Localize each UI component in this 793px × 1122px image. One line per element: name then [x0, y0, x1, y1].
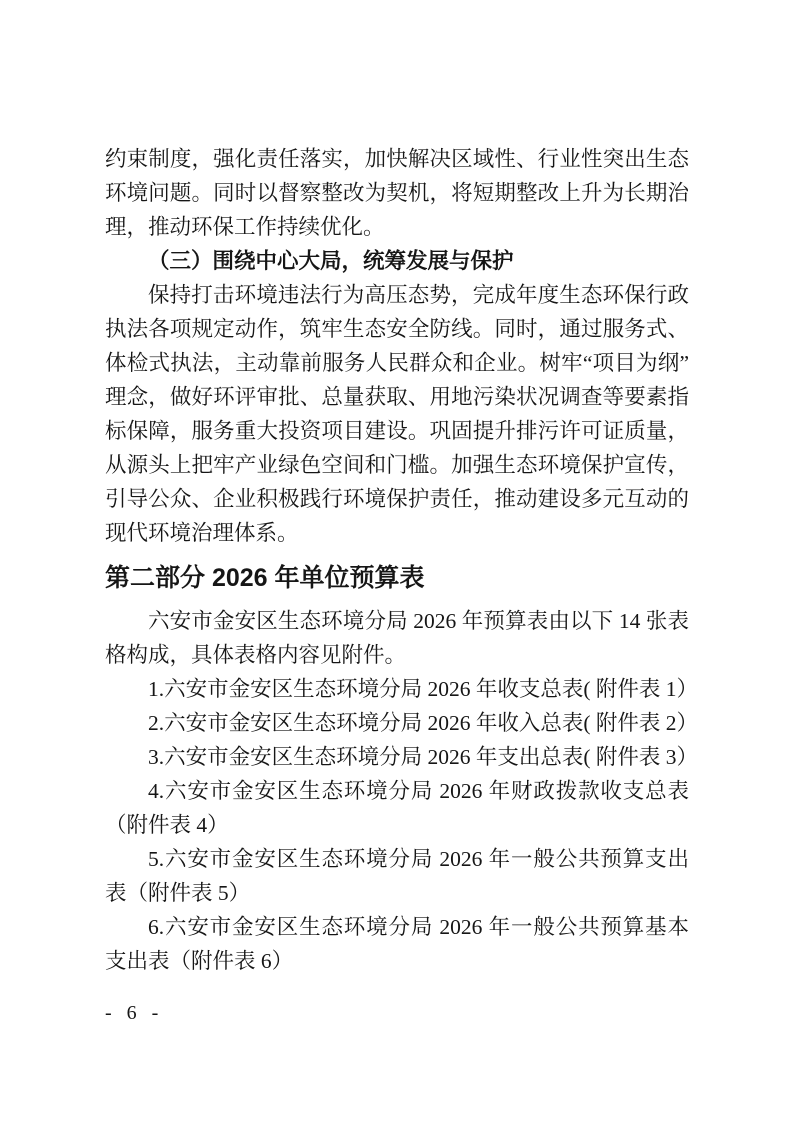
subsection-paragraph: 保持打击环境违法行为高压态势，完成年度生态环保行政执法各项规定动作，筑牢生态安全防线。同时，通过服务式、体检式执法，主动靠前服务人民群众和企业。树牢“项目为纲”理念，做好环评审批、总量获取、用地污染状况调查等要素指标保障，服务重大投资项目建设。巩固提升排污许可证质量，从源头上把牢产业绿色空间和门槛。加强生态环境保护宣传，引导公众、企业积极践行环境保护责任，推动建设多元互动的现代环境治理体系。 [105, 283, 689, 545]
subsection-heading: （三）围绕中心大局，统筹发展与保护 [148, 249, 514, 273]
section-title: 第二部分 2026 年单位预算表 [105, 564, 425, 592]
table-list-item: 5.六安市金安区生态环境分局 2026 年一般公共预算支出表（附件表 5） [105, 847, 689, 905]
table-list-item: 4.六安市金安区生态环境分局 2026 年财政拨款收支总表（附件表 4） [105, 779, 689, 837]
page-number: - 6 - [105, 1002, 164, 1024]
table-list-item: 2.六安市金安区生态环境分局 2026 年收入总表( 附件表 2） [148, 711, 699, 735]
intro-paragraph: 六安市金安区生态环境分局 2026 年预算表由以下 14 张表格构成，具体表格内容见附件。 [105, 609, 689, 667]
paragraph-continuation: 约束制度，强化责任落实，加快解决区域性、行业性突出生态环境问题。同时以督察整改为契机，将短期整改上升为长期治理，推动环保工作持续优化。 [105, 147, 689, 239]
table-list-item: 6.六安市金安区生态环境分局 2026 年一般公共预算基本支出表（附件表 6） [105, 915, 689, 973]
table-list-item: 3.六安市金安区生态环境分局 2026 年支出总表( 附件表 3） [148, 745, 699, 769]
table-list-item: 1.六安市金安区生态环境分局 2026 年收支总表( 附件表 1） [148, 677, 699, 701]
